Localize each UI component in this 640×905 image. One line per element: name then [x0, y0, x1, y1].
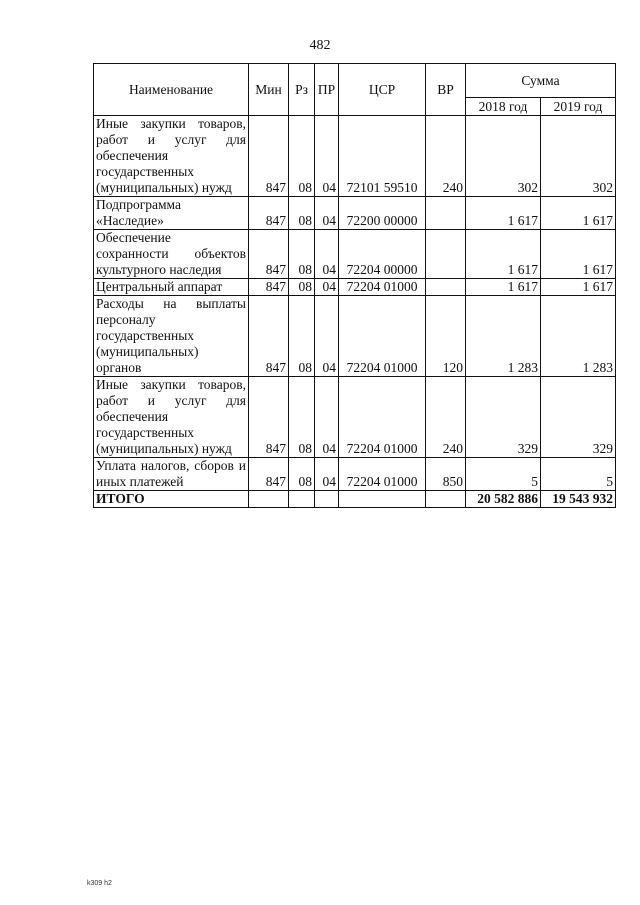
row-name: Иные закупки товаров, работ и услуг для обеспечения государственных (муниципальных) нужд — [94, 116, 249, 197]
header-sum: Сумма — [466, 64, 616, 98]
header-csr: ЦСР — [339, 64, 426, 116]
row-csr: 72204 00000 — [339, 230, 426, 279]
row-vr: 120 — [426, 296, 466, 377]
row-pr: 04 — [315, 197, 339, 230]
row-amount-2019: 1 617 — [541, 279, 616, 296]
row-min: 847 — [249, 230, 289, 279]
row-rz: 08 — [289, 197, 315, 230]
row-amount-2019: 1 283 — [541, 296, 616, 377]
page-number: 482 — [309, 38, 331, 53]
row-csr: 72204 01000 — [339, 279, 426, 296]
row-rz: 08 — [289, 279, 315, 296]
row-pr: 04 — [315, 116, 339, 197]
row-min: 847 — [249, 458, 289, 491]
row-amount-2019: 329 — [541, 377, 616, 458]
table-row — [94, 230, 616, 279]
row-name: Расходы на выплаты персоналу государственных (муниципальных) органов — [94, 296, 249, 377]
header-year-2019: 2019 год — [541, 98, 616, 116]
row-name: Уплата налогов, сборов и иных платежей — [94, 458, 249, 491]
row-amount-2018: 1 617 — [466, 279, 541, 296]
total-cell-empty — [289, 491, 315, 508]
row-amount-2018: 329 — [466, 377, 541, 458]
row-amount-2018: 1 617 — [466, 197, 541, 230]
row-name: Иные закупки товаров, работ и услуг для обеспечения государственных (муниципальных) нужд — [94, 377, 249, 458]
row-amount-2018: 1 617 — [466, 230, 541, 279]
row-name: Обеспечение сохранности объектов культурного наследия — [94, 230, 249, 279]
row-amount-2019: 1 617 — [541, 197, 616, 230]
row-vr — [426, 279, 466, 296]
row-amount-2019: 5 — [541, 458, 616, 491]
header-pr: ПР — [315, 64, 339, 116]
total-cell-empty — [339, 491, 426, 508]
row-name: Центральный аппарат — [94, 279, 249, 296]
row-amount-2018: 5 — [466, 458, 541, 491]
row-amount-2018: 302 — [466, 116, 541, 197]
row-vr — [426, 197, 466, 230]
row-csr: 72204 01000 — [339, 458, 426, 491]
table-row — [94, 296, 616, 377]
row-pr: 04 — [315, 458, 339, 491]
row-vr: 240 — [426, 377, 466, 458]
row-pr: 04 — [315, 296, 339, 377]
row-name: Подпрограмма «Наследие» — [94, 197, 249, 230]
row-amount-2019: 1 617 — [541, 230, 616, 279]
row-rz: 08 — [289, 377, 315, 458]
total-2018: 20 582 886 — [466, 491, 541, 508]
row-amount-2019: 302 — [541, 116, 616, 197]
row-pr: 04 — [315, 279, 339, 296]
row-rz: 08 — [289, 230, 315, 279]
table-body — [94, 116, 616, 491]
table-row — [94, 377, 616, 458]
total-cell-empty — [426, 491, 466, 508]
total-row — [94, 491, 616, 508]
row-min: 847 — [249, 279, 289, 296]
total-2019: 19 543 932 — [541, 491, 616, 508]
total-label: ИТОГО — [94, 491, 249, 508]
row-vr — [426, 230, 466, 279]
header-year-2018: 2018 год — [466, 98, 541, 116]
row-pr: 04 — [315, 377, 339, 458]
row-rz: 08 — [289, 116, 315, 197]
row-csr: 72200 00000 — [339, 197, 426, 230]
table-row — [94, 116, 616, 197]
row-csr: 72204 01000 — [339, 296, 426, 377]
row-min: 847 — [249, 116, 289, 197]
row-amount-2018: 1 283 — [466, 296, 541, 377]
table-row — [94, 458, 616, 491]
header-rz: Рз — [289, 64, 315, 116]
row-rz: 08 — [289, 296, 315, 377]
header-vr: ВР — [426, 64, 466, 116]
header-min: Мин — [249, 64, 289, 116]
row-min: 847 — [249, 197, 289, 230]
budget-table — [93, 63, 616, 508]
row-csr: 72101 59510 — [339, 116, 426, 197]
row-vr: 850 — [426, 458, 466, 491]
row-min: 847 — [249, 296, 289, 377]
row-csr: 72204 01000 — [339, 377, 426, 458]
header-name: Наименование — [94, 64, 249, 116]
row-min: 847 — [249, 377, 289, 458]
row-vr: 240 — [426, 116, 466, 197]
table-row — [94, 197, 616, 230]
row-pr: 04 — [315, 230, 339, 279]
total-cell-empty — [249, 491, 289, 508]
row-rz: 08 — [289, 458, 315, 491]
total-cell-empty — [315, 491, 339, 508]
table-row — [94, 279, 616, 296]
footer-code: k309 h2 — [87, 880, 112, 887]
